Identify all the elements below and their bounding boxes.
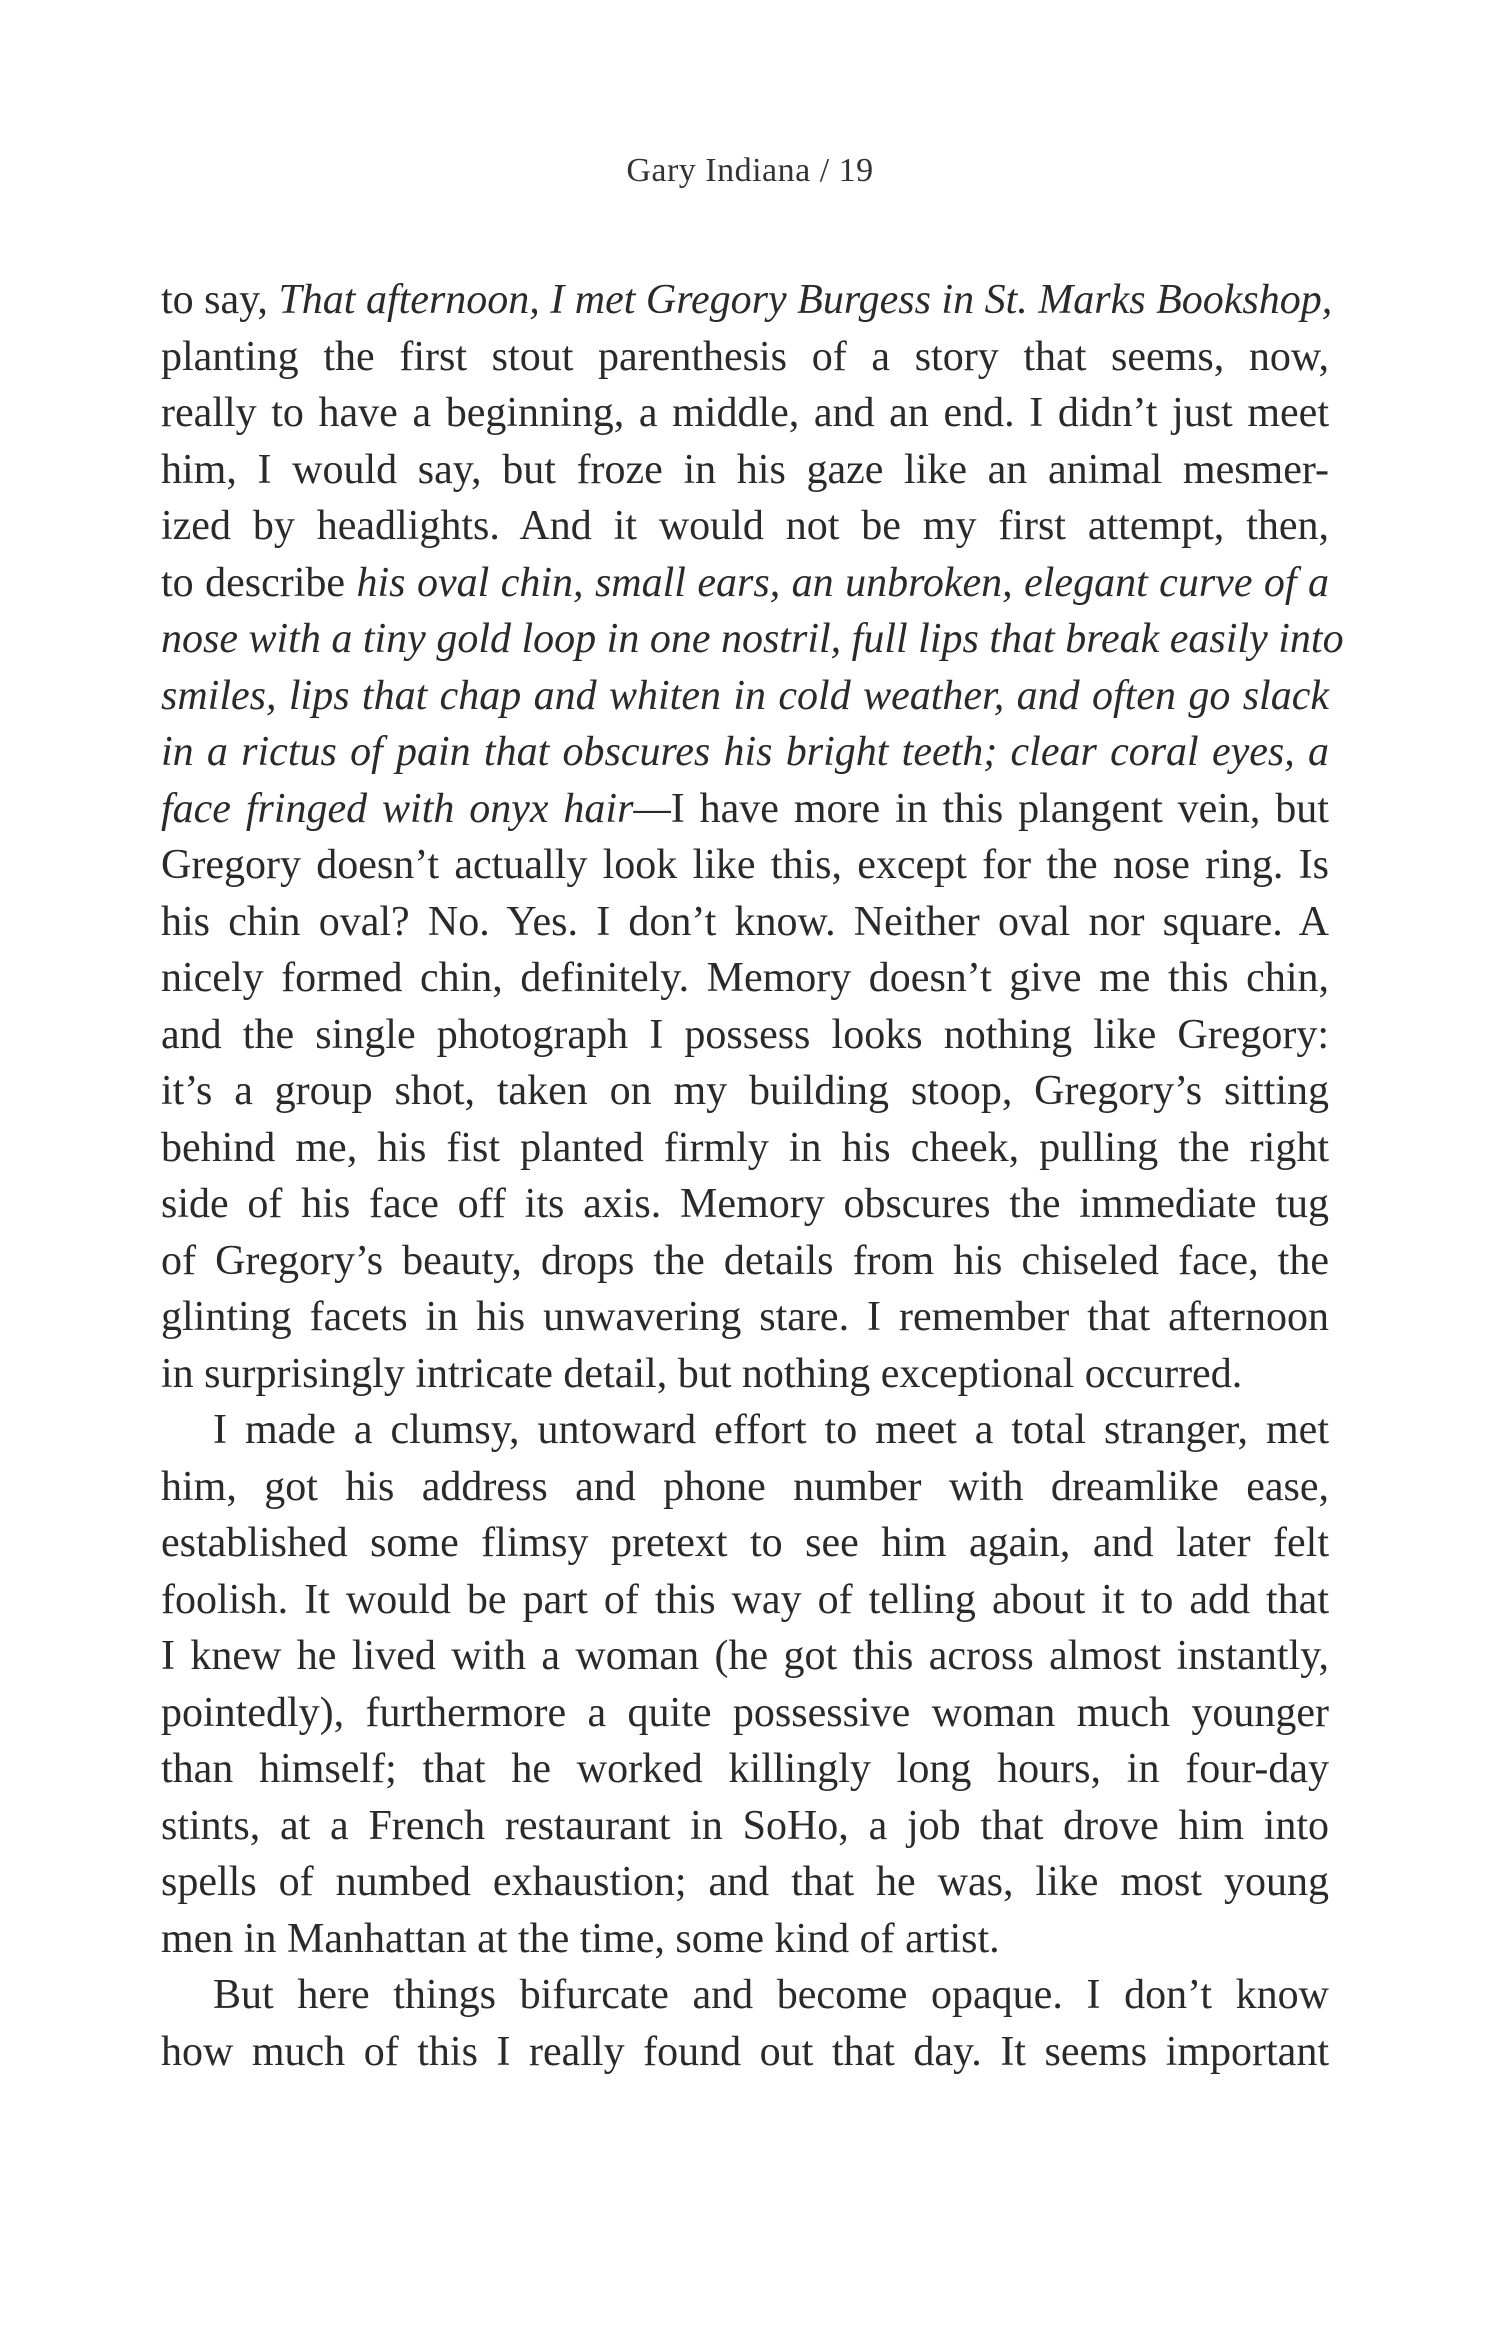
text-line: him, got his address and phone number with dreamlike ease,: [161, 1463, 1329, 1510]
text-line: But here things bifurcate and become opaque. I don’t know: [213, 1972, 1329, 2018]
text-line: spells of numbed exhaustion; and that he was, like most young: [161, 1859, 1329, 1905]
text-line: I knew he lived with a woman (he got this across almost instantly,: [161, 1633, 1329, 1679]
text-line: of Gregory’s beauty, drops the details from his chiseled face, the: [161, 1237, 1329, 1284]
text-line: men in Manhattan at the time, some kind of artist.: [161, 1915, 1000, 1962]
italic-text: nose with a tiny gold loop in one nostril, full lips that break easily into: [161, 616, 1344, 662]
text-line: [161, 668, 1329, 725]
text-line: Gregory doesn’t actually look like this, except for the nose ring. Is: [161, 842, 1329, 888]
text-line: than himself; that he worked killingly long hours, in four-day: [161, 1746, 1329, 1792]
text-line: in surprisingly intricate detail, but nothing exceptional occurred.: [161, 1350, 1243, 1397]
italic-text: face fringed with onyx hair—: [161, 785, 671, 832]
text-line: glinting facets in his unwavering stare. I remember that afternoon: [161, 1294, 1329, 1340]
text-line: stints, at a French restaurant in SoHo, a job that drove him into: [161, 1802, 1329, 1849]
text-line: pointedly), furthermore a quite possessive woman much younger: [161, 1689, 1329, 1736]
text-line: how much of this I really found out that day. It seems important: [161, 2028, 1329, 2075]
text-line: ized by headlights. And it would not be my first attempt, then,: [161, 503, 1329, 549]
italic-text: in a rictus of pain that obscures his bright teeth; clear coral eyes, a: [161, 729, 1329, 775]
text-line: it’s a group shot, taken on my building stoop, Gregory’s sitting: [161, 1068, 1329, 1114]
italic-text: his oval chin, small ears, an unbroken, elegant curve of a: [356, 559, 1330, 606]
text-line: him, I would say, but froze in his gaze like an animal mesmer-: [161, 446, 1329, 493]
text-line: foolish. It would be part of this way of telling about it to add that: [161, 1576, 1329, 1623]
running-head: Gary Indiana / 19: [626, 152, 874, 189]
text-line: really to have a beginning, a middle, and an end. I didn’t just meet: [161, 390, 1329, 436]
body-text: [161, 272, 1344, 2080]
italic-text: That afternoon, I met Gregory Burgess in St. Marks Bookshop,: [278, 277, 1333, 323]
text-line: [161, 724, 1329, 781]
text-line: nicely formed chin, definitely. Memory doesn’t give me this chin,: [161, 955, 1329, 1001]
italic-text: smiles, lips that chap and whiten in cold weather, and often go slack: [161, 672, 1329, 719]
paragraph-2: [161, 1402, 1329, 1967]
text-line: face fringed with onyx hair—I have more in this plangent vein, but: [161, 785, 1329, 832]
text-line: to describe his oval chin, small ears, an unbroken, elegant curve of a: [161, 559, 1330, 606]
paragraph-1: [161, 272, 1344, 1402]
text-line: I made a clumsy, untoward effort to meet a total stranger, met: [213, 1407, 1329, 1453]
text-line: and the single photograph I possess looks nothing like Gregory:: [161, 1011, 1329, 1058]
text-line: side of his face off its axis. Memory obscures the immediate tug: [161, 1181, 1329, 1227]
text-line: [161, 611, 1344, 668]
text-line: to say, That afternoon, I met Gregory Burgess in St. Marks Bookshop,: [161, 277, 1333, 323]
text-line: established some flimsy pretext to see him again, and later felt: [161, 1520, 1329, 1566]
paragraph-3: [161, 1967, 1329, 2080]
text-line: planting the first stout parenthesis of a story that seems, now,: [161, 333, 1329, 380]
text-line: behind me, his fist planted firmly in his cheek, pulling the right: [161, 1124, 1329, 1171]
text-line: his chin oval? No. Yes. I don’t know. Neither oval nor square. A: [161, 898, 1329, 945]
